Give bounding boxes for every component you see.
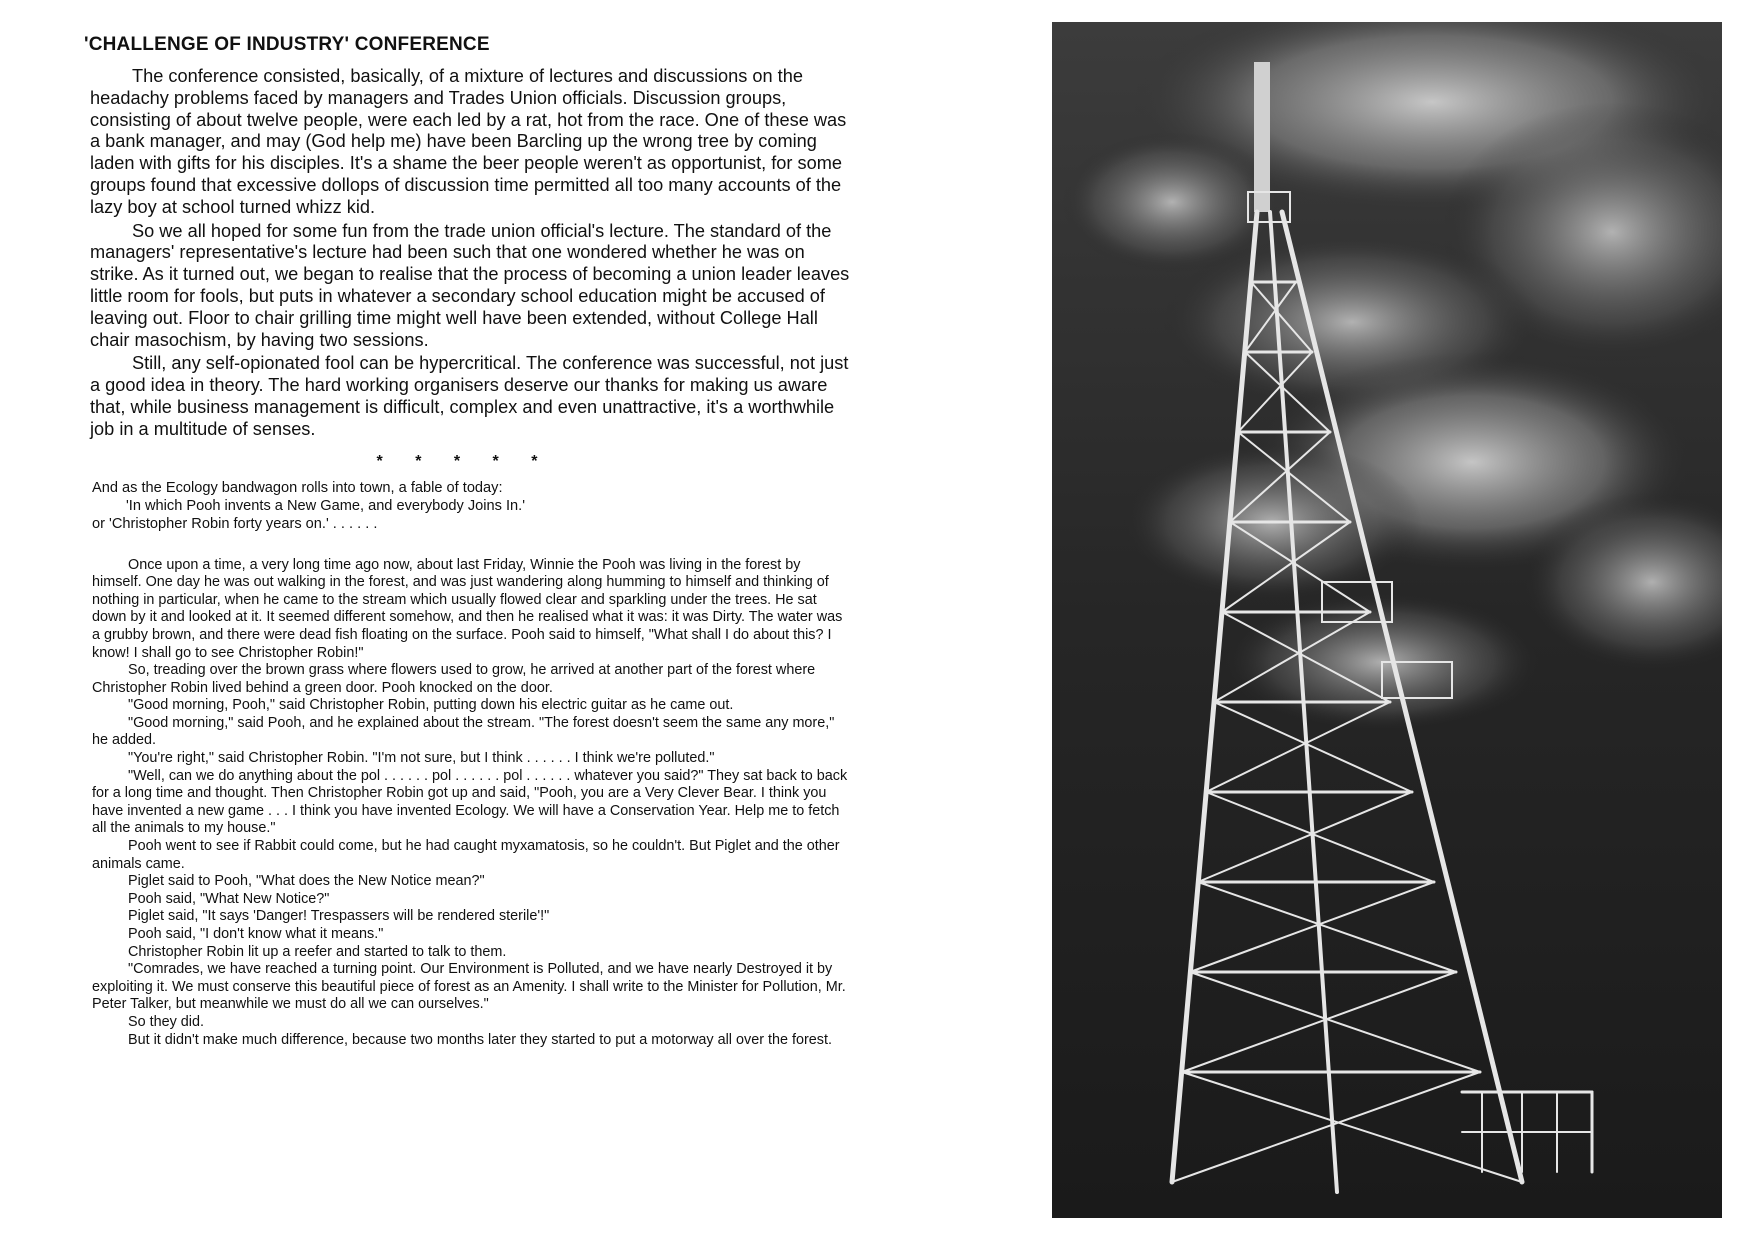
tower-photo-svg (1052, 22, 1722, 1218)
article-headline: 'CHALLENGE OF INDUSTRY' CONFERENCE (84, 34, 490, 55)
story-paragraph: So, treading over the brown grass where flowers used to grow, he arrived at another part of the forest where Christopher Robin lived behind a green door. Pooh knocked on the door. (92, 662, 816, 696)
left-column (84, 34, 864, 1049)
story-paragraph: Pooh said, "What New Notice?" (128, 890, 330, 907)
story-paragraph: "Comrades, we have reached a turning point. Our Environment is Polluted, and we have nearly Destroyed it by exploiting it. We must conserve this beautiful piece of forest as an Amenity. I shall write to the Minister for Pollution, Mr. Peter Talker, but meanwhile we must do all we can ourselves." (92, 961, 846, 1013)
fable-intro (92, 479, 864, 533)
conference-article (90, 66, 864, 441)
story-paragraph: Piglet said to Pooh, "What does the New Notice mean?" (128, 873, 485, 890)
fable-story (92, 557, 852, 1050)
article-paragraph: The conference consisted, basically, of a mixture of lectures and discussions on the headachy problems faced by managers and Trades Union officials. Discussion groups, consisting of about twelve people, were each led by a rat, hot from the race. One of these was a bank manager, and may (God help me) have been Barcling up the wrong tree by coming laden with gifts for his disciples. It's a shame the beer people weren't as opportunist, for some groups found that excessive dollops of discussion time permitted all too many accounts of the lazy boy at school turned whizz kid. (90, 66, 847, 217)
story-paragraph: So they did. (128, 1013, 205, 1030)
article-paragraph: Still, any self-opionated fool can be hypercritical. The conference was successful, not just a good idea in theory. The hard working organisers deserve our thanks for making us aware that, while business management is difficult, complex and even unattractive, it's a worthwhile job in a multitude of senses. (90, 353, 849, 439)
story-paragraph: Pooh said, "I don't know what it means." (128, 926, 384, 943)
story-paragraph: Once upon a time, a very long time ago now, about last Friday, Winnie the Pooh was living in the forest by himself. One day he was out walking in the forest, and was just wandering along humming to himself and thinking of nothing in particular, when he came to the stream which usually flowed clear and sparkling under the trees. He sat down by it and looked at it. It seemed different somehow, and then he realised what it was: it was Dirty. The water was a grubby brown, and there were dead fish floating on the surface. Pooh said to himself, "What shall I do about this? I know! I shall go to see Christopher Robin!" (92, 556, 843, 661)
article-paragraph: So we all hoped for some fun from the trade union official's lecture. The standard of the managers' representative's lecture had been such that one wondered whether he was on strike. As it turned out, we began to realise that the process of becoming a union leader leaves little room for fools, but puts in whatever a secondary school education might be accused of leaving out. Floor to chair grilling time might well have been extended, without College Hall chair masochism, by having two sessions. (90, 220, 850, 350)
story-paragraph: Pooh went to see if Rabbit could come, but he had caught myxamatosis, so he couldn't. But Piglet and the other animals came. (92, 838, 840, 872)
story-paragraph: "Good morning," said Pooh, and he explained about the stream. "The forest doesn't seem the same any more," he added. (92, 714, 835, 749)
story-paragraph: "You're right," said Christopher Robin. "I'm not sure, but I think . . . . . . I think we're polluted." (128, 750, 715, 767)
story-paragraph: "Good morning, Pooh," said Christopher Robin, putting down his electric guitar as he came out. (128, 697, 734, 714)
story-paragraph: But it didn't make much difference, because two months later they started to put a motorway all over the forest. (128, 1031, 832, 1048)
fable-intro-line: And as the Ecology bandwagon rolls into town, a fable of today: (92, 479, 503, 496)
section-separator: * * * * * (376, 452, 552, 470)
story-paragraph: Piglet said, "It says 'Danger! Trespassers will be rendered sterile'!" (128, 908, 550, 925)
tower-photograph (1052, 22, 1722, 1218)
story-paragraph: "Well, can we do anything about the pol . . . . . . pol . . . . . . pol . . . . . . whatever you said?" They sat back to back for a long time and thought. Then Christopher Robin got up and said, "Pooh, you are a Very Clever Bear. I think you have invented a new game . . . I think you have invented Ecology. We will have a Conservation Year. Help me to fetch all the animals to my house." (92, 767, 848, 837)
fable-subtitle: 'In which Pooh invents a New Game, and everybody Joins In.' (126, 497, 526, 514)
story-paragraph: Christopher Robin lit up a reefer and started to talk to them. (128, 943, 507, 960)
fable-alt-title: or 'Christopher Robin forty years on.' . . . . . . (92, 515, 378, 532)
